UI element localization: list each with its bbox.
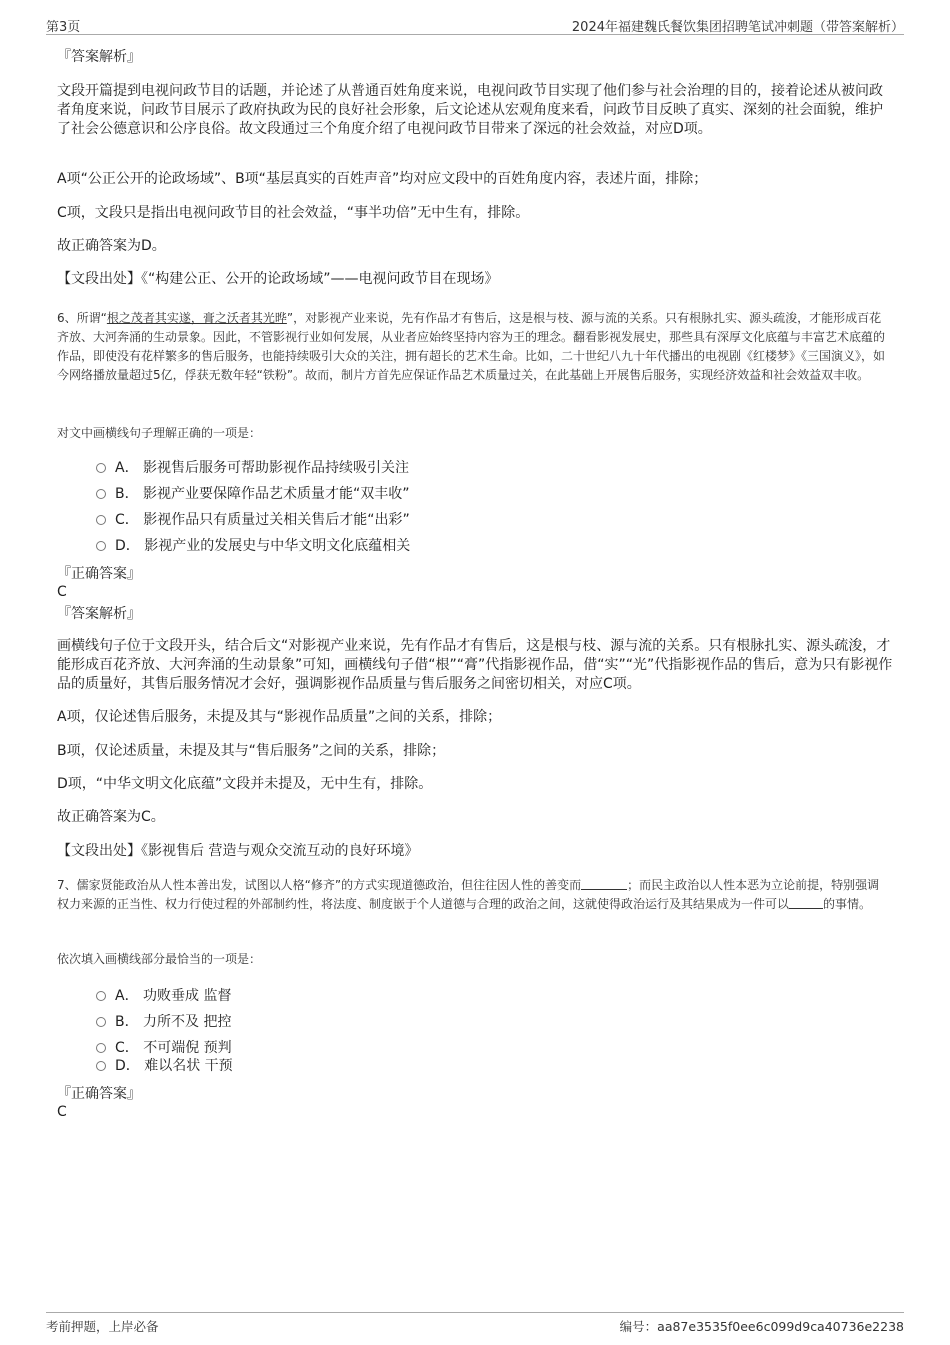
- q5-analysis-label: 『答案解析』: [57, 49, 141, 65]
- page-footer: [46, 1312, 904, 1337]
- q6-answer: C: [57, 584, 67, 600]
- q6-analysis-label: 『答案解析』: [57, 606, 141, 622]
- q6-option-d-analysis: D项，“中华文明文化底蕴”文段并未提及，无中生有，排除。: [57, 776, 433, 792]
- q7-blank-1: [581, 877, 627, 890]
- q5-option-ab-analysis: A项“公正公开的论政场域”、B项“基层真实的百姓声音”均对应文段中的百姓角度内容，表述片面，排除；: [57, 171, 708, 187]
- footer-slogan: 考前押题，上岸必备: [46, 1319, 159, 1334]
- q7-option-c[interactable]: [96, 1039, 232, 1058]
- q6-stem-prefix: 6、所谓“: [57, 311, 107, 325]
- q7-option-d-label: D． 难以名状 干预: [115, 1058, 233, 1074]
- document-title: 2024年福建魏氏餐饮集团招聘笔试冲刺题（带答案解析）: [571, 20, 904, 35]
- q7-option-d[interactable]: [96, 1057, 233, 1076]
- radio-icon[interactable]: [96, 515, 106, 525]
- q6-option-b-analysis: B项，仅论述质量，未提及其与“售后服务”之间的关系，排除；: [57, 743, 446, 759]
- q7-option-b-label: B． 力所不及 把控: [115, 1014, 232, 1030]
- q5-source: 【文段出处】《“构建公正、公开的论政场域”——电视问政节目在现场》: [57, 271, 499, 287]
- q7-option-a[interactable]: [96, 987, 231, 1006]
- radio-icon[interactable]: [96, 489, 106, 499]
- radio-icon[interactable]: [96, 1061, 106, 1071]
- radio-icon[interactable]: [96, 463, 106, 473]
- q6-option-c[interactable]: [96, 511, 410, 530]
- radio-icon[interactable]: [96, 991, 106, 1001]
- q7-stem-part3: 的事情。: [823, 897, 872, 911]
- radio-icon[interactable]: [96, 1043, 106, 1053]
- q7-option-c-label: C． 不可端倪 预判: [115, 1040, 232, 1056]
- q6-conclusion: 故正确答案为C。: [57, 809, 165, 825]
- q6-option-b[interactable]: [96, 485, 410, 504]
- q7-stem: [57, 876, 887, 914]
- page-number: 第3页: [46, 20, 81, 35]
- q6-analysis-text: 画横线句子位于文段开头，结合后文“对影视产业来说，先有作品才有售后，这是根与枝、源与流的关系。只有根脉扎实、源头疏浚，才能形成百花齐放、大河奔涌的生动景象”可知，画横线句子借“根”“膏”代指影视作品，借“实”“光”代指影视作品的售后，意为只有影视作品的质量好，其售后服务情况才会好，强调影视作品质量与售后服务之间密切相关，对应C项。: [57, 638, 893, 692]
- radio-icon[interactable]: [96, 541, 106, 551]
- q6-question: 对文中画横线句子理解正确的一项是：: [57, 426, 262, 440]
- q6-option-a-analysis: A项，仅论述售后服务，未提及其与“影视作品质量”之间的关系，排除；: [57, 709, 502, 725]
- q6-answer-label: 『正确答案』: [57, 566, 141, 582]
- q6-option-d[interactable]: [96, 537, 410, 556]
- page-header: [46, 14, 904, 35]
- q5-conclusion: 故正确答案为D。: [57, 238, 166, 254]
- radio-icon[interactable]: [96, 1017, 106, 1027]
- q6-option-a[interactable]: [96, 459, 409, 478]
- q6-stem: [57, 309, 887, 385]
- q7-question: 依次填入画横线部分最恰当的一项是：: [57, 952, 262, 966]
- q5-option-c-analysis: C项，文段只是指出电视问政节目的社会效益，“事半功倍”无中生有，排除。: [57, 205, 530, 221]
- q6-option-a-label: A． 影视售后服务可帮助影视作品持续吸引关注: [115, 460, 410, 476]
- q7-stem-part1: 7、儒家贤能政治从人性本善出发，试图以人格“修齐”的方式实现道德政治，但往往因人性的善变而: [57, 878, 582, 892]
- q6-option-b-label: B． 影视产业要保障作品艺术质量才能“双丰收”: [115, 486, 410, 502]
- q7-option-a-label: A． 功败垂成 监督: [115, 988, 232, 1004]
- q7-stem-part2: ；而民主政治以人性本恶为立论前提，特别强调权力来源的正当性、权力行使过程的外部制约性，将法度、制度嵌于个人道德与合理的政治之间，这就使得政治运行及其结果成为一件可以: [57, 878, 880, 911]
- q5-analysis-text: 文段开篇提到电视问政节目的话题，并论述了从普通百姓角度来说，电视问政节目实现了他们参与社会治理的目的，接着论述从被问政者角度来说，问政节目展示了政府执政为民的良好社会形象，后文论述从宏观角度来看，问政节目反映了真实、深刻的社会面貌，维护了社会公德意识和公序良俗。故文段通过三个角度介绍了电视问政节目带来了深远的社会效益，对应D项。: [57, 83, 883, 137]
- q6-source: 【文段出处】《影视售后 营造与观众交流互动的良好环境》: [57, 843, 419, 859]
- q6-option-c-label: C． 影视作品只有质量过关相关售后才能“出彩”: [115, 512, 410, 528]
- q6-underlined-sentence: 根之茂者其实遂，膏之沃者其光晔: [106, 311, 287, 325]
- q7-answer: C: [57, 1104, 67, 1120]
- q6-stem-rest: ”，对影视产业来说，先有作品才有售后，这是根与枝、源与流的关系。只有根脉扎实、源头疏浚，才能形成百花齐放、大河奔涌的生动景象。因此，不管影视行业如何发展，从业者应始终坚持内容为王的理念。翻看影视发展史，那些具有深厚文化底蕴与丰富艺术底蕴的作品，即使没有花样繁多的售后服务，也能持续吸引大众的关注，拥有超长的艺术生命。比如，二十世纪八九十年代播出的电视剧《红楼梦》《三国演义》，如今网络播放量超过5亿，俘获无数年轻“铁粉”。故而，制片方首先应保证作品艺术质量过关，在此基础上开展售后服务，实现经济效益和社会效益双丰收。: [57, 311, 886, 382]
- document-code: 编号：aa87e3535f0ee6c099d9ca40736e2238: [619, 1319, 904, 1334]
- q6-option-d-label: D． 影视产业的发展史与中华文明文化底蕴相关: [115, 538, 411, 554]
- q7-blank-2: [789, 896, 823, 909]
- q7-option-b[interactable]: [96, 1013, 232, 1032]
- q7-answer-label: 『正确答案』: [57, 1086, 141, 1102]
